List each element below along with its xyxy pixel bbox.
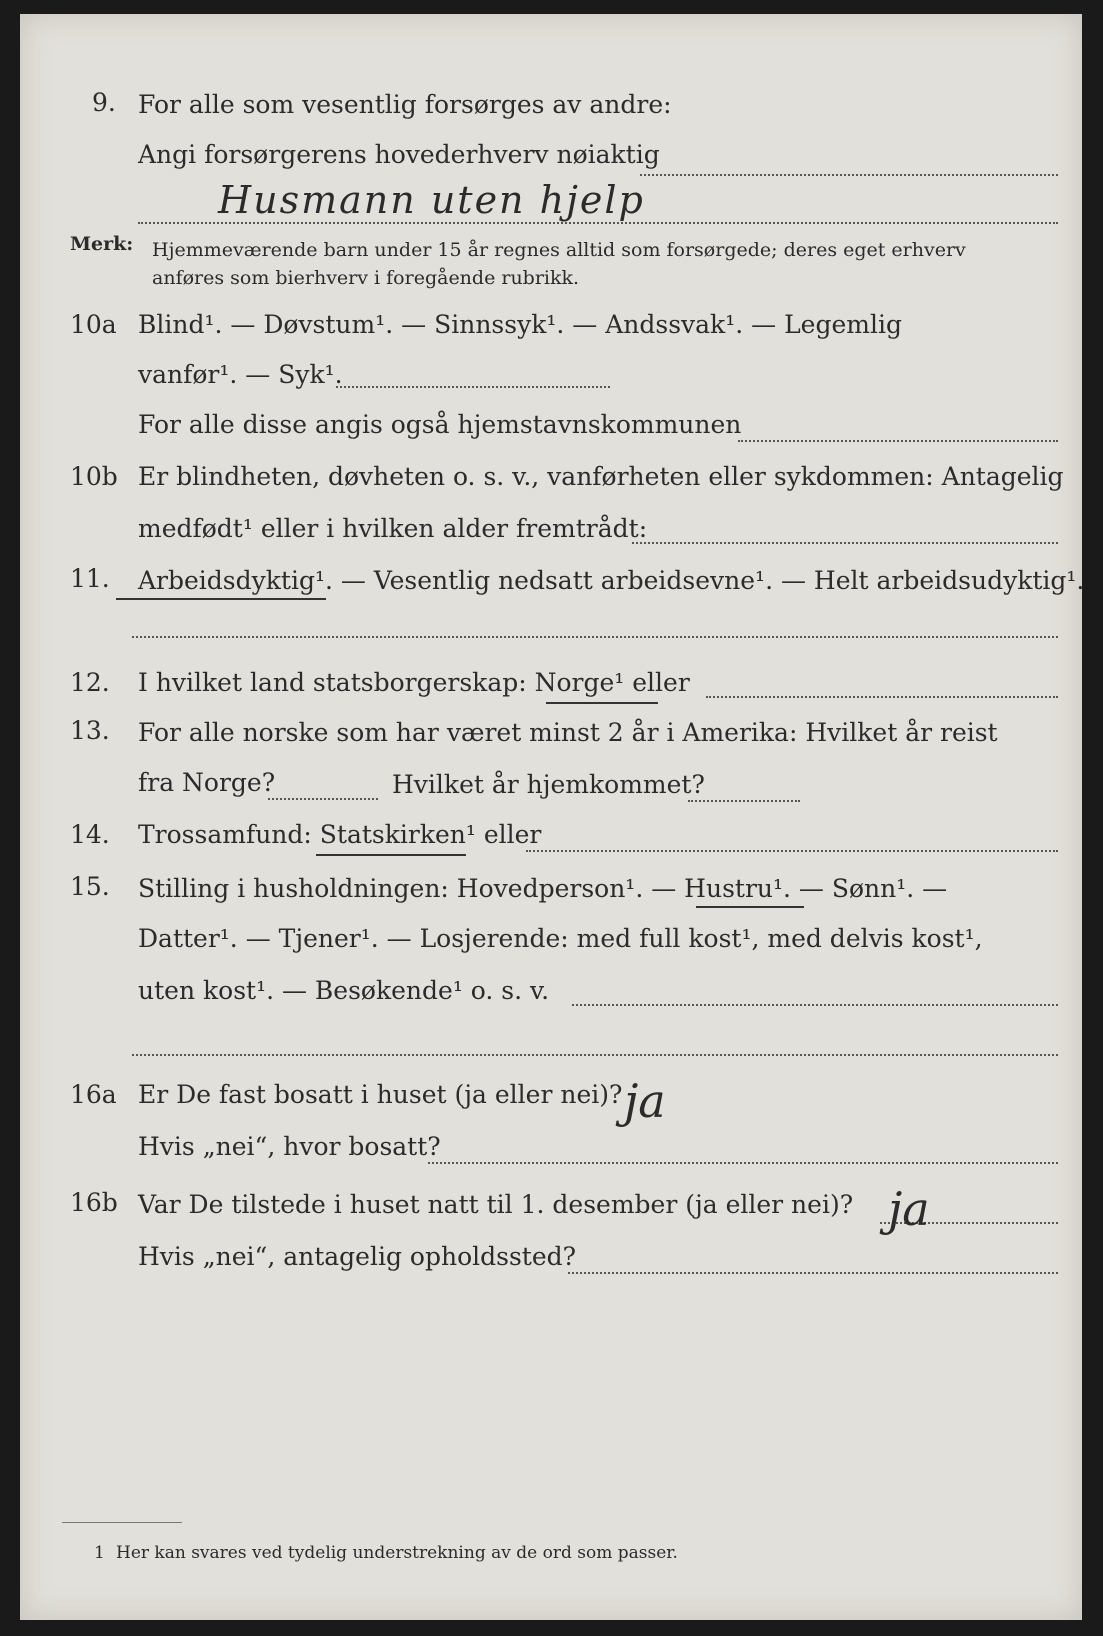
q11-line1: Arbeidsdyktig¹. — Vesentlig nedsatt arbeidsevne¹. — Helt arbeidsudyktig¹. <box>138 566 1085 595</box>
q13-number: 13. <box>70 716 110 745</box>
q10a-line1: Blind¹. — Døvstum¹. — Sinnssyk¹. — Andssvak¹. — Legemlig <box>138 310 902 339</box>
q11-fill-line <box>132 636 1058 638</box>
q9-handwritten-answer: Husmann uten hjelp <box>218 178 645 222</box>
q16a-fill-line <box>428 1162 1058 1164</box>
q13-line1: For alle norske som har været minst 2 år i Amerika: Hvilket år reist <box>138 718 998 747</box>
q9-answer-line <box>138 222 1058 224</box>
q13-line2a: fra Norge? <box>138 768 276 797</box>
q10a-number: 10a <box>70 310 117 339</box>
q15-line1: Stilling i husholdningen: Hovedperson¹. — Hustru¹. — Sønn¹. — <box>138 874 948 903</box>
q14-line1: Trossamfund: Statskirken¹ eller <box>138 820 542 849</box>
q10a-line2: vanfør¹. — Syk¹. <box>138 360 343 389</box>
q14-fill-line <box>526 850 1058 852</box>
q10b-number: 10b <box>70 462 118 491</box>
q16b-line2: Hvis „nei“, antagelig opholdssted? <box>138 1242 577 1271</box>
q13-hjemkommet-fill-line <box>688 800 800 802</box>
q13-line2b: Hvilket år hjemkommet? <box>392 770 705 799</box>
q13-reist-fill-line <box>268 798 378 800</box>
footnote-mark: 1 <box>94 1543 105 1563</box>
q14-underline-statskirken <box>316 854 466 856</box>
q15-line2: Datter¹. — Tjener¹. — Losjerende: med full kost¹, med delvis kost¹, <box>138 924 983 953</box>
q14-number: 14. <box>70 820 110 849</box>
q15-extra-fill-line <box>132 1054 1058 1056</box>
q16b-opholdssted-fill-line <box>568 1272 1058 1274</box>
q10b-line1: Er blindheten, døvheten o. s. v., vanførheten eller sykdommen: Antagelig <box>138 462 1064 491</box>
q12-line1: I hvilket land statsborgerskap: Norge¹ eller <box>138 668 690 697</box>
q16b-number: 16b <box>70 1188 118 1217</box>
q12-number: 12. <box>70 668 110 697</box>
q15-underline-hustru <box>696 906 804 908</box>
q9-line2: Angi forsørgerens hovederhverv nøiaktig <box>138 140 660 169</box>
q12-underline-norge <box>546 702 658 704</box>
q9-number: 9. <box>92 88 116 117</box>
merk-label: Merk: <box>70 233 134 255</box>
q16a-handwritten-answer: ja <box>624 1074 666 1128</box>
q10a-syk-fill-line <box>336 386 610 388</box>
footnote-rule <box>62 1522 182 1523</box>
q10b-fill-line <box>632 542 1058 544</box>
q15-line3: uten kost¹. — Besøkende¹ o. s. v. <box>138 976 550 1005</box>
q11-number: 11. <box>70 564 110 593</box>
q11-underline-arbeidsdyktig <box>116 598 326 600</box>
q16b-line1: Var De tilstede i huset natt til 1. desember (ja eller nei)? <box>138 1190 854 1219</box>
q16b-handwritten-answer: ja <box>888 1182 930 1236</box>
census-form-page <box>20 14 1085 1620</box>
q12-fill-line <box>706 696 1058 698</box>
q9-line1: For alle som vesentlig forsørges av andre: <box>138 90 672 119</box>
q9-fill-line <box>640 174 1058 176</box>
q16a-line1: Er De fast bosatt i huset (ja eller nei)? <box>138 1080 623 1109</box>
merk-line2: anføres som bierhverv i foregående rubrikk. <box>152 267 580 289</box>
q16a-line2: Hvis „nei“, hvor bosatt? <box>138 1132 441 1161</box>
q15-number: 15. <box>70 872 110 901</box>
q16a-number: 16a <box>70 1080 117 1109</box>
merk-line1: Hjemmeværende barn under 15 år regnes alltid som forsørgede; deres eget erhverv <box>152 239 966 261</box>
q10a-kommune-fill-line <box>738 440 1058 442</box>
q10a-line3: For alle disse angis også hjemstavnskommunen <box>138 410 742 439</box>
q10b-line2: medfødt¹ eller i hvilken alder fremtrådt: <box>138 514 648 543</box>
footnote-text: Her kan svares ved tydelig understrekning av de ord som passer. <box>116 1543 678 1563</box>
q15-fill-line <box>572 1004 1058 1006</box>
